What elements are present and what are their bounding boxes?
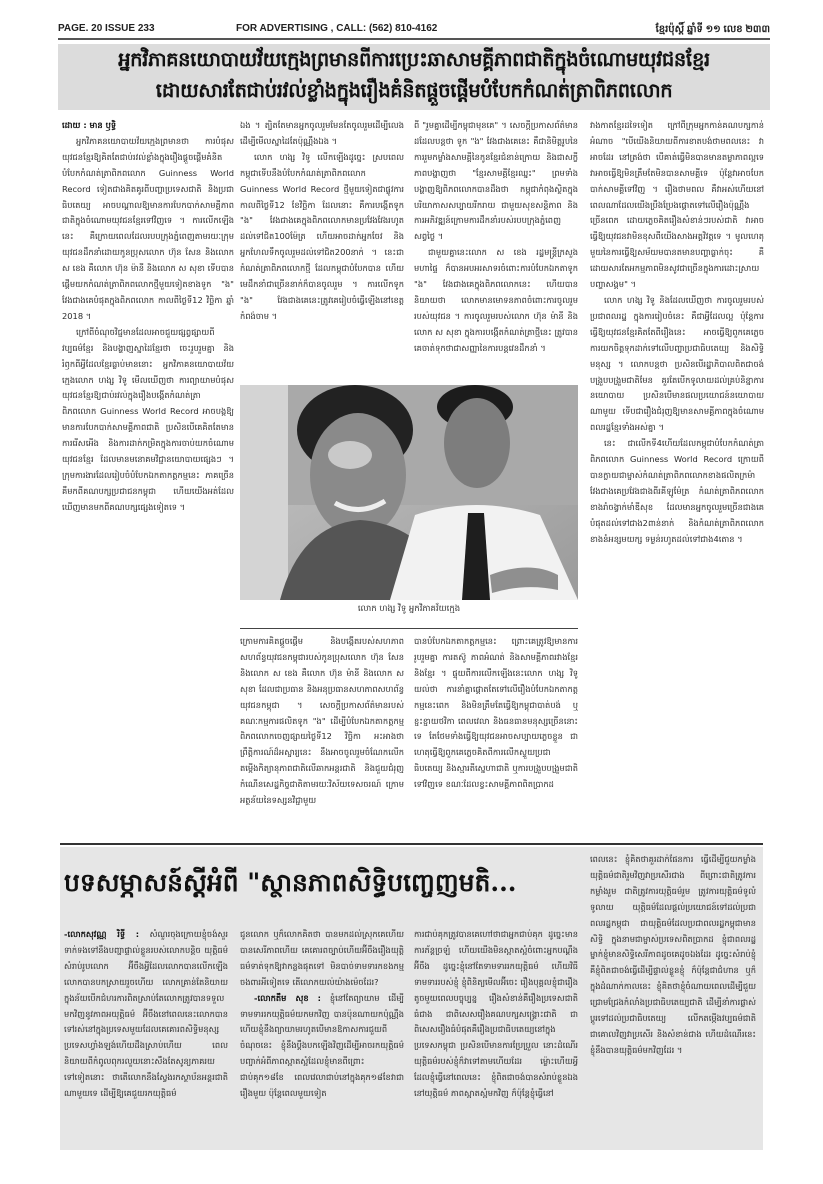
article-column-3-top [414, 118, 578, 378]
article-paragraph: លោក ហង្ស វិទូ និងដែលឃើញថា ការចូលរួមរបស់ប្រជាពលរដ្ឋ ក្នុងការរៀបចំនេះ គឺជាអ្វីដែលល្អ ប៉ុន្តែការធ្វើឱ្យយុវជនខ្មែរគិតតែពីរឿងនេះ អាចធ្វើឱ្យពួកគេភ្លេចការយកចិត្តទុកដាក់ទៅលើបញ្ហាប្រជាធិបតេយ្យ និងសិទ្ធិមនុស្ស ។ លោកបន្តថា ប្រសិនបើរដ្ឋាភិបាលពិតជាចង់បង្រួបបង្រួមជាតិមែន គួរតែបើកទូលាយដល់គ្រប់និន្នាការនយោបាយ ប្រសិនបើមានផលប្រយោជន៍នយោបាយណាមួយ ទើបជារឿងជំរុញឱ្យមានសាមគ្គីភាពក្នុងចំណោមពលរដ្ឋខ្មែរទាំងអស់គ្នា ។ [590, 294, 764, 433]
article-paragraph: វាងកាតខ្មែរដទៃទៀត ក្រៅពីក្រុមអ្នកកាន់គណបក្សកាន់អំណាច "បើយើងនិយាយពីការខាតបង់ថាមពលនេះ វាអាចដែរ នៅត្រង់ថា បើគាត់ធ្វើមិនបានមានតម្លាភាពល្អទេ វាអាចធ្វើឱ្យមិនត្រឹមតែមិនបានសាមគ្គីទេ ប៉ុន្តែវាអាចបែកបាក់សាមគ្គីទៅវិញ ។ រឿងថាមពល គឺវាអស់ហើយនៅពេលណាដែលយើងប្រឹងប្រែងផ្តោតទៅលើរឿងប៉ុណ្ណឹងច្រើនពេក ដោយភ្លេចគិតរឿងសំខាន់ៗរបស់ជាតិ វាអាចធ្វើឱ្យយុវជនវាមិនខុសពីយើងសាងអត្តវិវត្តទេ ។ មូលហេតុមួយនៃការធ្វើឱ្យសម័យមបានតមានបញ្ហាធ្លាក់ចុះ គឺដោយសារតែអកម្មភាពមិនសូវជាច្រើនក្នុងការដោះស្រាយបញ្ហាសង្គម" ។ [590, 120, 764, 290]
interview-paragraph: ជូនលោក ឬក៏លោកគិតថា បានមកដល់ស្រុកគេហើយបានសេរីភាពហើយ គេគោរពច្បាប់ហើយអ៊ីចឹងរឿងយុត្តិធម៌ទាត់ទុកឱ្យវាកន្លងផុតទៅ មិនបាច់ទាមទារកខងកម្មចងពារអីទៀតទេ តើលោកយល់យ៉ាងម៉េចដែរ? [240, 929, 404, 987]
article-column-4 [590, 118, 764, 836]
interview-column-2 [240, 927, 404, 1145]
article-column-1 [62, 118, 234, 836]
article-paragraph: ឯង ។ ត្បិតតែមានអ្នកចូលរួមមែនតែចូលរួមដើម្បីលេងដើម្បីមើលស្នាដៃតែប៉ុណ្ណឹងឯង ។ [240, 120, 404, 146]
interview-paragraph: សំណួរចុងក្រោយខ្ញុំចង់សួរទាក់ទងទៅនឹងបញ្ហាផ្ទាល់ខ្លួនរបស់លោកបន្តិច យុត្តិធម៌សំរាប់រូបលោក អ៊ីចឹងអ្វីដែលលោកបានលើកឡើង លោកបានបកស្រាយរួចហើយ លោកគ្រាន់តែនិយាយក្នុងន័យបើកជំហរការពិតស្រាប់តែលោកត្រូវបានទទួលមកវិញនូវភាពអយុត្តិធម៌ អ៊ីចឹងនៅពេលនេះលោកបានទៅរស់នៅក្នុងប្រទេសមួយដែលគេគោរពសិទ្ធិមនុស្សប្រទេសហ្វាំងឡង់ហើយដឹងស្រាប់ហើយ ពេលនិយាយពីកំពូលពុករលួយនោះសឹងតែសូន្យភាគរយទៅទៀតនោះ ថាតើលោកនឹងស្វែងរកស្ថាប័នអន្តរជាតិណាមួយទេ ដើម្បីឱ្យគេជួយរកយុត្តិធម៌ [64, 929, 228, 1099]
article-paragraph: នេះ ជាលើកទី4ហើយដែលកម្ពុជាបំបែកកំណត់ត្រាពិភពលោក Guinness World Record ក្រោយពីបានក្លាយជាម្ចាស់កំណត់ត្រាពិភពលោកខាងផលិតក្រម៉ាវែងជាងគេប្រវែងជាងពីរគីឡូម៉ែត្រ កំណត់ត្រាពិភពលោក ខាងរាំចង្វាក់មាំឌីសុខ ដែលមានអ្នកចូលរួមច្រើនជាងគេបំផុតដល់ទៅជាង2ពាន់នាក់ និងកំណត់ត្រាពិភពលោកខាងនំអន្សមយក្ស ទម្ងន់រហូតដល់ទៅជាង4តោន ។ [590, 438, 764, 544]
article-paragraph: អ្នកវិភាគនយោបាយវ័យក្មេងព្រមានថា ការបំផុសយុវជនខ្មែរឱ្យគិតតែជាប់រវល់ខ្លាំងក្នុងរឿងផ្តួចផ្តើមគំនិតបំបែកកំណត់ត្រាពិភពលោក Guinness World Record ទៀតជាងគិតគូរពីបញ្ហាប្រទេសជាតិ និងប្រជាធិបតេយ្យ អាចបណ្តាលឱ្យមានការបែកបាក់សាមគ្គីភាពជាតិក្នុងចំណោមយុវជនខ្មែរទៅវិញទេ ។ ការលើកឡើងនេះ គឺក្រោយពេលដែលរបបក្រុងភ្នំពេញតាមរយៈក្រុមយុវជនដឹកនាំដោយកូនប្រុសលោក ហ៊ុន សែន និងលោក ស ខេង គឺលោក ហ៊ុន ម៉ានី និងលោក ស សុខា ទើបបានផ្តើមយកកំណត់ត្រាពិភពលោកថ្មីមួយទៀតខាងទូក "ង" វែងជាងគេបំផុតក្នុងពិភពលោក កាលពីថ្ងៃទី12 វិច្ឆិកា ឆ្នាំ 2018 ។ [62, 135, 234, 321]
interview-paragraph: ពេលនេះ ខ្ញុំគិតថាគួរដាក់ផែនការ ធ្វើដើម្បីជួយកម្លាំងយុត្តិធម៌ជាតិរួមវិញវាប្រសើរជាង ពីព្រោះជាតិត្រូវការកម្លាំងរួម ជាតិត្រូវការយុត្តិធម៌រួម ត្រូវការយុត្តិធម៌ទូលំទូលាយ យុត្តិធម៌ដែលផ្តល់ប្រយោជន៍ទៅដល់ប្រជាពលរដ្ឋកម្ពុជា ជាយុត្តិធម៌ដែលប្រជាពលរដ្ឋកម្ពុជាមានសិទ្ធិ ក្នុងនាមជាម្ចាស់ប្រទេសពិតប្រាកដ ខ្ញុំជាពលរដ្ឋម្នាក់ខ្ញុំមានសិទ្ធិសេរីភាពដូចគេដូចឯងដែរ ដូច្នេះសំរាប់ខ្ញុំ គឺខ្ញុំពិតជាចង់ធ្វើដើម្បីផ្ទាល់ខ្លួនខ្ញុំ ក៏ប៉ុន្តែជាជំហាន ឬក៏ក្នុងដំណាក់កាលនេះ ខ្ញុំគិតថាខ្ញុំចំណាយពេលដើម្បីជួយជ្រោមជ្រែងកំលាំងប្រជាធិបតេយ្យជាតិ ដើម្បីនាំការផ្លាស់ប្តូរទៅដល់ប្រជាធិបតេយ្យ លើកតម្កើងវប្បធម៌ជាតិជាគោលវិញវាប្រសើរ និងសំខាន់ជាង ហើយដំណើរនេះខ្ញុំនឹងបានយុត្តិធម៌មកវិញដែរ ។ [590, 854, 756, 1055]
article-photo [240, 385, 578, 600]
article-paragraph: ពី "រួមគ្នាដើម្បីកម្ពុជាមុនគេ" ។ សេចក្តីប្រកាសព័ត៌មានដដែលបន្តថា ទូក "ង" វែងជាងគេនេះ គឺជានិមិត្តរូបនៃការរួមកម្លាំងសាមគ្គីនៃកូនខ្មែរជំនាន់ក្រោយ និងជាសក្ខីភាពបង្ហាញថា "ខ្មែរសាមគ្គីខ្មែរឈ្នះ" ព្រមទាំងបង្ហាញឱ្យពិភពលោកបានដឹងថា កម្ពុជាកំពុងស្ថិតក្នុងបរិយាកាសសប្បាយរីករាយ ជាមួយសុខសន្តិភាព និងការអភិវឌ្ឍន៍ក្រោមការដឹកនាំរបស់របបក្រុងភ្នំពេញសព្វថ្ងៃ ។ [414, 120, 578, 242]
interview-column-3 [414, 927, 578, 1145]
photo-caption: លោក ហង្ស វិទូ អ្នកវិភាគវ័យក្មេង [357, 604, 461, 614]
headline-line-1: អ្នកវិភាគនយោបាយវ័យក្មេងព្រមានពីការប្រេះឆាសាមគ្គីភាពជាតិក្នុងចំណោមយុវជនខ្មែរ [118, 48, 710, 71]
interview-title: បទសម្ភាសន៍ស្តីអំពី "ស្ថានភាពសិទ្ធិបញ្ចេញមតិ... [64, 868, 517, 897]
article-column-2-bottom [240, 634, 404, 836]
interview-column-1 [64, 927, 228, 1145]
interview-column-4 [590, 852, 756, 1144]
interview-paragraph: ខ្ញុំនៅតែព្យាយាម ដើម្បីទាមទាររកយុត្តិធម៌យកមកវិញ បានប៉ុនណាយកប៉ុណ្ណឹង ហើយខ្ញុំនឹងព្យាយាមរហូតបើមានឱកាសការជួយពីចំណុចនេះ ខ្ញុំនឹងប្តឹងបកឡើងវិញដើម្បីអាចរកយុត្តិធម៌បញ្ចាក់អំពីភាពស្អាតស្អំដែលខ្ញុំមានពីព្រោះជាប់គុក១៨ខែ ពេលវេលាជាប់នៅក្នុងគុក១៨ខែវាជារឿងមួយ ប៉ុន្តែពេលមួយទៀត [240, 992, 404, 1099]
article-paragraph: លោក ហង្ស វិទូ លើកឡើងដូច្នេះ ស្របពេលកម្ពុជាទើបនឹងបំបែកកំណត់ត្រាពិភពលោក Guinness World Record ថ្មីមួយទៀតជាផ្លូវការកាលពីថ្ងៃទី12 ខែវិច្ឆិកា ដែលនោះ គឺការបង្កើតទូក "ង" វែងជាងគេក្នុងពិភពលោកមានប្រវែងវែងរហូតដល់ទៅជិត100ម៉ែត្រ ហើយអាចដាក់អ្នកចែវ និងអ្នកហែលទឹកចូលរួមដល់ទៅជិត200នាក់ ។ នេះជាកំណត់ត្រាពិភពលោកថ្មី ដែលកម្ពុជាបំបែកបាន ហើយមេដឹកនាំជាច្រើននាក់ក៏បានចូលរួម ។ ការលើកទូក "ង" វែងជាងគេនេះត្រូវគេរៀបចំធ្វើឡើងនៅខេត្តកំពង់ចាម ។ [240, 151, 404, 321]
article-byline: ដោយ : មាន ឫទ្ធិ [62, 120, 117, 130]
page-issue-label: PAGE. 20 ISSUE 233 [58, 23, 155, 34]
article-paragraph: ក្រៅពីចំណុចវិជ្ជមានដែលអាចជួយផ្សព្វផ្សាយពីវប្បធម៌ខ្មែរ និងបង្ហាញស្នាដៃខ្មែរថា ចេះរួបរួមគ្នា និងរំឭកពីអ្វីដែលខ្មែរធ្លាប់មាននោះ អ្នកវិភាគនយោបាយវ័យក្មេងលោក ហង្ស វិទូ មើលឃើញថា ការព្យាយាមបំផុសយុវជនខ្មែរឱ្យជាប់រវល់ក្នុងរឿងបង្កើតកំណត់ត្រាពិភពលោក Guinness World Record អាចបង្កឱ្យមានការបែកបាក់សាមគ្គីភាពជាតិ ប្រសិនបើគេគិតតែមានការរើសអើង និងការដាក់កម្រិតក្នុងការចាប់យកចំណោមយុវជនខ្មែរ ដែលមានមនោគមវិជ្ជានយោបាយផ្សេងៗ ។ ក្រុមការងារដែលរៀបចំបំបែកឯកតាកត្តកម្មនេះ ភាគច្រើន គឺមកពីគណបក្សប្រជាជនកម្ពុជា ហើយយើងអត់ដែលឃើញមានមកពីគណបក្សផ្សេងទៀតទេ ។ [62, 326, 234, 512]
article-paragraph: ជាមួយគ្នានេះលោក ស ខេង រដ្ឋមន្ត្រីក្រសួងមហាផ្ទៃ ក៏បានអបអរសាទរចំពោះការបំបែកឯកតាទូក "ង" វែងជាងគេក្នុងពិភពលោកនេះ ហើយបាននិយាយថា លោកមានមោទនភាពចំពោះការចូលរួមរបស់យុវជន ។ ការចូលរួមរបស់លោក ហ៊ុន ម៉ានី និងលោក ស សុខា ក្នុងការបង្កើតកំណត់ត្រាថ្មីនេះ ត្រូវបានគេចាត់ទុកថាជាសញ្ញានៃការបន្តវេនដឹកនាំ ។ [414, 247, 578, 353]
article-paragraph: ក្រោមការគិតផ្តួចផ្តើម និងបង្កើតរបស់សហភាពសហព័ន្ធយុវជនកម្ពុជារបស់កូនប្រុសលោក ហ៊ុន សែន និងលោក ស ខេង គឺលោក ហ៊ុន ម៉ានី និងលោក ស សុខា ដែលជាប្រធាន និងអនុប្រធានសហភាពសហព័ន្ធយុវជនកម្ពុជា ។ សេចក្តីប្រកាសព័ត៌មានរបស់គណៈកម្មការផលិតទូក "ង" ដើម្បីបំបែកឯកតាកត្តកម្មពិភពលោកចេញផ្សាយថ្ងៃទី12 វិច្ឆិកា អះអាងថា ព្រឹត្តិការណ៍ដ៏អស្ចារ្យនេះ នឹងអាចចូលរួមចំណែកលើកតម្កើងកិត្យានុភាពជាតិលើឆាកអន្តរជាតិ និងជួយជំរុញកំណើនសេដ្ឋកិច្ចជាតិតាមរយៈវិស័យទេសចរណ៍ ក្រោមអត្ថន័យនៃទស្សនវិជ្ជាមួយ [240, 636, 404, 806]
section-divider [60, 843, 763, 845]
advertising-label: FOR ADVERTISING , CALL: (562) 810-4162 [236, 23, 438, 34]
portrait-photo-illustration [240, 385, 578, 600]
interview-paragraph: ការជាប់គុកត្រូវបានគេហៅថាជាអ្នកជាប់គុក ដូច្នេះមានការភ័ន្តច្រឡំ ហើយយើងមិនស្អាតស្អំចំពោះអ្នកបណ្ដឹងអ៊ីចឹង ដូច្នេះខ្ញុំនៅតែទាមទាររកយុត្តិធម៌ ហើយវិធីទាមទាររបស់ខ្ញុំ ខ្ញុំពិនិត្យមើលអ៊ីចេះ រឿងបុគ្គលខ្ញុំជារឿងតូចមួយពេលបច្ចុប្បន្ន រឿងសំខាន់គឺរឿងប្រទេសជាតិធំជាង ជាពិសេសរឿងគណបក្សសង្គ្រោះជាតិ ជាពិសេសរឿងធំបំផុតគឺរឿងប្រជាធិបតេយ្យនៅក្នុងប្រទេសកម្ពុជា ប្រសិនបើមានការប្រែប្រួល នោះដំណើរយុត្តិធម៌របស់ខ្ញុំក៏វាទៅតាមហើយដែរ ម្ល៉ោះហើយអ្វីដែលខ្ញុំធ្វើនៅពេលនេះ ខ្ញុំពិតជាចង់បានសំរាប់ខ្លួនឯងនៅយុត្តិធម៌ ភាពស្អាតស្អំមកវិញ ក៏ប៉ុន្តែខ្ញុំធ្វើនៅ [414, 929, 578, 1099]
article-column-2-top [240, 118, 404, 378]
article-paragraph: បានបំបែកឯកតាកត្តកម្មនេះ ព្រោះគេត្រូវឱ្យមានការរួបរួមគ្នា ការតស៊ូ ភាពអំណត់ និងសាមគ្គីភាពរវាងខ្មែរ និងខ្មែរ ។ ផ្ទុយពីការលើកឡើងនេះលោក ហង្ស វិទូ យល់ថា ការនាំគ្នាផ្តោតតែទៅលើរឿងបំបែកឯកតាកត្តកម្មនេះពេក និងមិនត្រឹមតែធ្វើឱ្យកម្ពុជាបាត់បង់ ឬខ្ជះខ្ជាយថវិកា ពេលវេលា និងធនធានមនុស្សច្រើននោះទេ តែថែមទាំងធ្វើឱ្យយុវជនអាចសប្បាយភ្លេចខ្លួន ជាហេតុធ្វើឱ្យពួកគេភ្លេចគិតពីការលើកស្ទួយប្រជាធិបតេយ្យ និងស្មារតីស្នេហាជាតិ ឬការបង្រួបបង្រួមជាតិទៅវិញទេ ខណៈដែលខ្វះសាមគ្គីភាពពិតប្រាកដ [414, 636, 578, 790]
article-headline [58, 44, 770, 110]
interview-speaker: -លោកសុវណ្ណ រិទ្ធី : [64, 929, 140, 939]
masthead-label: ខ្មែរប៉ុស្តិ៍ ឆ្នាំទី ១១ លេខ ២៣៣ [655, 24, 770, 35]
article-column-3-bottom [414, 634, 578, 836]
page-header [58, 22, 770, 40]
headline-line-2: ដោយសារតែជាប់រវល់ខ្លាំងក្នុងរឿងគំនិតផ្តួចផ្តើមបំបែកកំណត់ត្រាពិភពលោក [155, 79, 673, 102]
interview-speaker: -លោកតឹម សុខ : [254, 992, 321, 1003]
caption-rule [240, 628, 578, 629]
